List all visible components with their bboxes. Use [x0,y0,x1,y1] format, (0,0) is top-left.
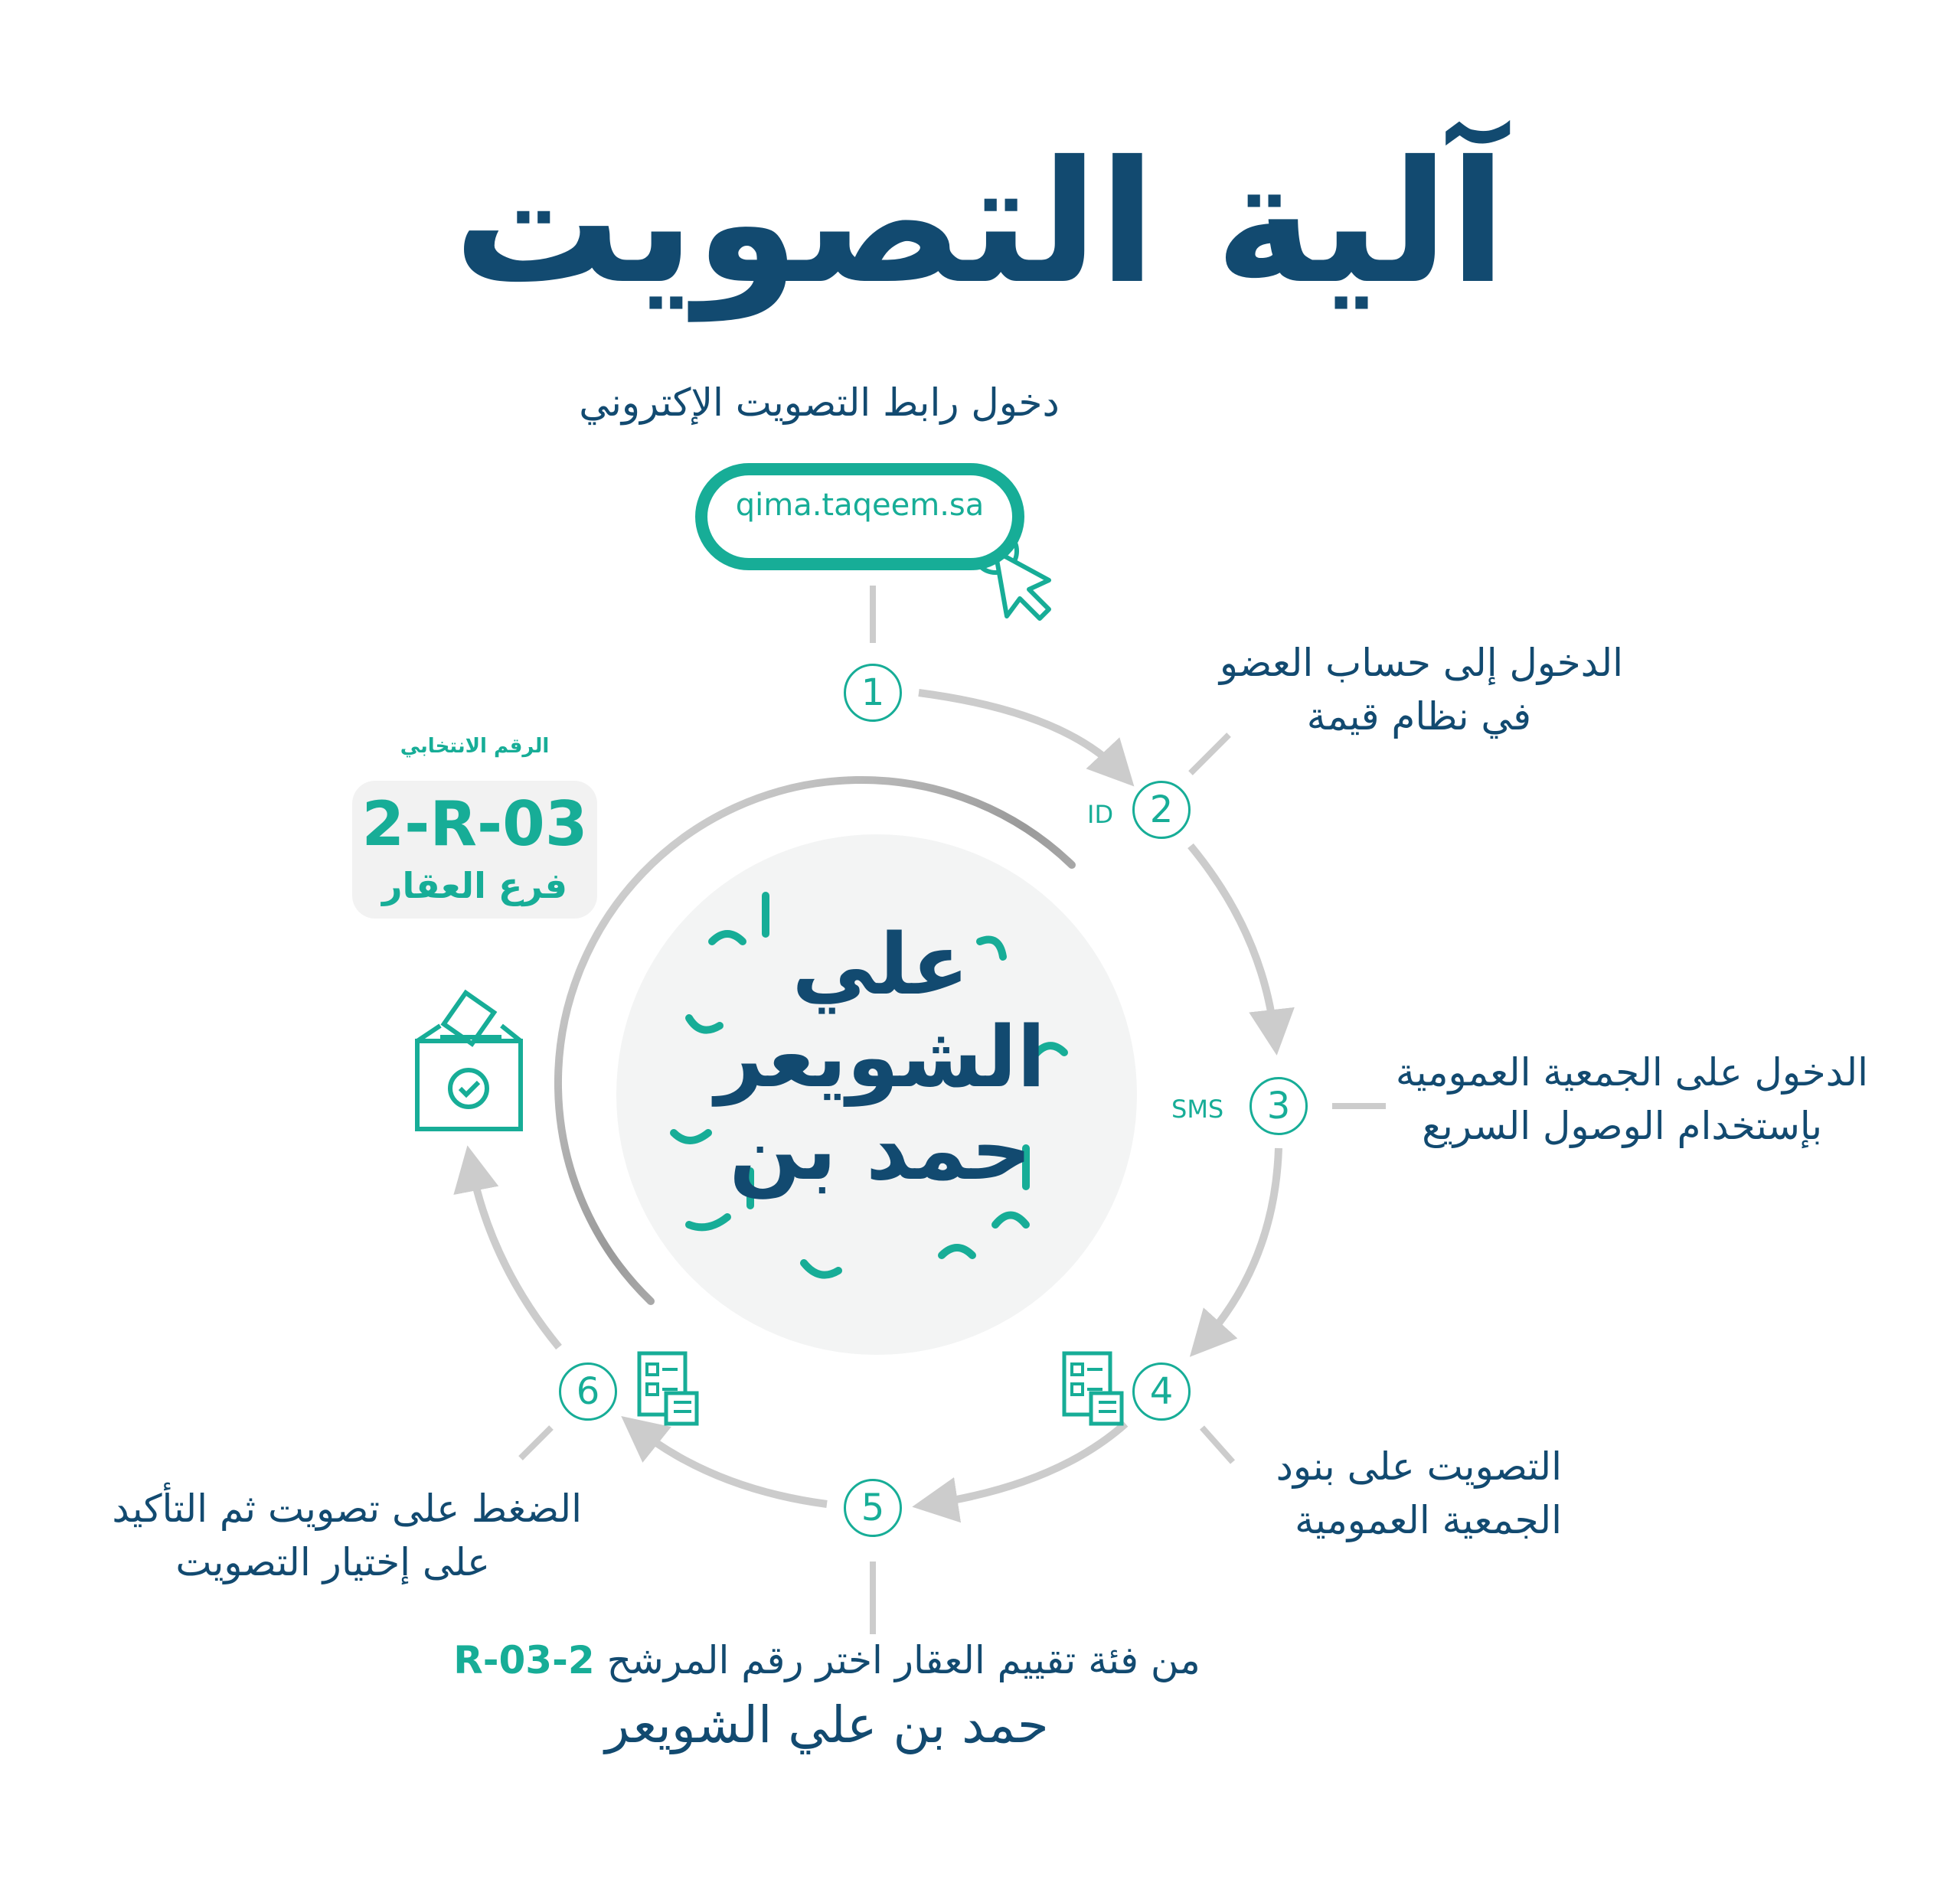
arrow-5-6 [635,1428,827,1504]
step3-line1: الدخول على الجمعية العمومية [1395,1050,1868,1095]
page-title: آلية التصويت [453,125,1507,321]
logo-line1: علي الشويعر [715,915,1046,1106]
step2-line2: في نظام قيمة [1306,694,1531,739]
badge-code: 2-R-03 [361,788,588,860]
url-text[interactable]: qima.taqeem.sa [735,488,985,523]
arrow-6-ballot [471,1163,559,1347]
connector-step4-text [1202,1428,1233,1462]
step-number-3: 3 [1250,1077,1308,1135]
step5-candidate-name: حمد بن علي الشويعر [605,1695,1049,1754]
step2-line1: الدخول إلى حساب العضو [1219,641,1623,685]
connector-step6-text [521,1428,551,1458]
step-number-1: 1 [844,664,902,722]
badge-branch: فرع العقار [381,865,568,906]
arrow-3-4 [1202,1148,1279,1343]
id-tag: ID [1087,800,1114,829]
step5-text: من فئة تقييم العقار اختر رقم المرشح [606,1638,1200,1682]
arrow-4-5 [930,1424,1125,1504]
step-number-2: 2 [1132,781,1191,839]
checklist-icon [1064,1353,1122,1424]
checklist-icon [639,1353,697,1424]
ballot-box-icon [417,993,521,1129]
step-number-6: 6 [559,1362,617,1421]
sms-tag: SMS [1171,1095,1224,1124]
step3-line2: بإستخدام الوصول السريع [1422,1104,1822,1148]
step5-candidate-code: 2-R-03 [453,1638,595,1682]
step6-line1: الضغط على تصويت ثم التأكيد [112,1486,582,1531]
step4-line1: التصويت على بنود [1276,1444,1562,1489]
step-number-4: 4 [1132,1362,1191,1421]
step5-line [429,1638,1225,1682]
badge-label: الرقم الانتخابي [400,735,550,758]
candidate-logo [628,915,1133,1199]
logo-line2: حمد بن [729,1101,1032,1199]
arrow-2-3 [1191,846,1275,1037]
step4-line2: الجمعية العمومية [1295,1498,1562,1542]
step6-line2: على إختيار التصويت [175,1540,490,1584]
arrow-1-2 [919,693,1122,773]
url-intro-text: دخول رابط التصويت الإكتروني [579,380,1060,425]
step-number-5: 5 [844,1479,902,1537]
